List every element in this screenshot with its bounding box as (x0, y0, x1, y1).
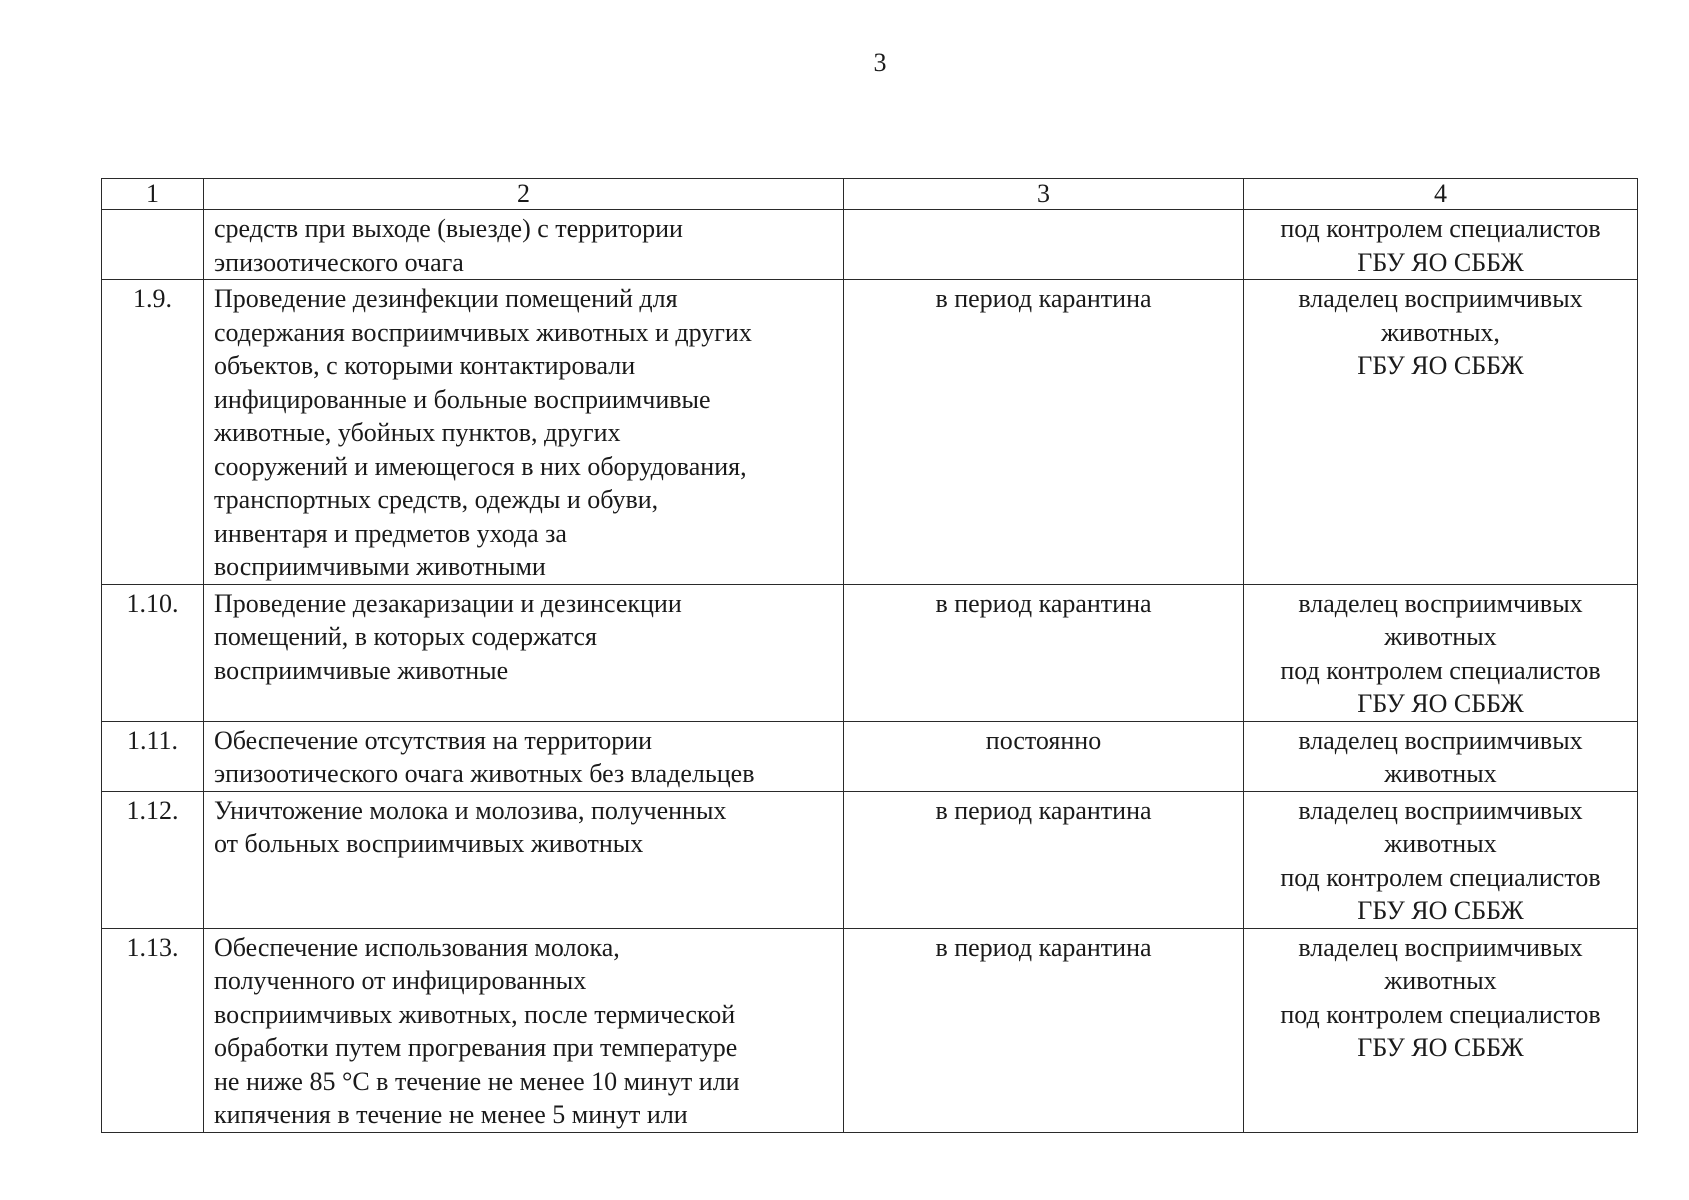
responsible-cell (1244, 721, 1638, 791)
description-line: восприимчивые животные (214, 655, 509, 685)
header-cell-2: 2 (204, 179, 844, 210)
description-line: восприимчивыми животными (214, 552, 546, 581)
period-cell: постоянно (844, 721, 1244, 791)
table-row (102, 721, 1638, 791)
table-row (102, 584, 1638, 721)
period-cell: в период карантина (844, 791, 1244, 928)
responsible-line: ГБУ ЯО СББЖ (1357, 896, 1524, 925)
row-number-cell: 1.12. (102, 791, 204, 928)
description-line: транспортных средств, одежды и обуви, (214, 485, 659, 514)
measure-description-cell (204, 280, 844, 585)
description-line: эпизоотического очага животных без владельцев (214, 759, 755, 788)
measure-description-cell (204, 791, 844, 928)
description-line: Проведение дезакаризации и дезинсекции (214, 588, 682, 618)
measure-description-cell (204, 584, 844, 721)
table-header-row (102, 179, 1638, 210)
description-line: полученного от инфицированных (214, 966, 587, 995)
measure-description-cell (204, 721, 844, 791)
description-line: Обеспечение отсутствия на территории (214, 725, 653, 755)
description-line: обработки путем прогревания при температуре (214, 1033, 738, 1062)
responsible-line: владелец восприимчивых (1298, 932, 1583, 962)
responsible-line: под контролем специалистов (1280, 655, 1601, 685)
table-row (102, 928, 1638, 1132)
measures-table (101, 178, 1638, 1133)
description-line: животные, убойных пунктов, других (214, 418, 621, 447)
responsible-line: животных, (1381, 317, 1500, 347)
responsible-line: ГБУ ЯО СББЖ (1357, 689, 1524, 718)
responsible-cell (1244, 280, 1638, 585)
responsible-line: владелец восприимчивых (1298, 725, 1583, 755)
responsible-line: под контролем специалистов (1280, 862, 1601, 892)
description-line: сооружений и имеющегося в них оборудования, (214, 451, 747, 481)
description-line: не ниже 85 °С в течение не менее 10 минут или (214, 1066, 740, 1096)
row-number-cell (102, 210, 204, 280)
description-line: содержания восприимчивых животных и других (214, 317, 752, 347)
responsible-cell (1244, 584, 1638, 721)
header-cell-4: 4 (1244, 179, 1638, 210)
responsible-cell (1244, 210, 1638, 280)
description-line: инфицированные и больные восприимчивые (214, 384, 711, 414)
responsible-line: животных (1384, 759, 1497, 788)
description-line: объектов, с которыми контактировали (214, 351, 636, 380)
responsible-line: ГБУ ЯО СББЖ (1357, 247, 1524, 277)
row-number-cell: 1.10. (102, 584, 204, 721)
period-cell: в период карантина (844, 584, 1244, 721)
period-cell: в период карантина (844, 928, 1244, 1132)
responsible-line: владелец восприимчивых (1298, 588, 1583, 618)
description-line: эпизоотического очага (214, 247, 464, 277)
table-row (102, 210, 1638, 280)
page-number: 3 (873, 48, 887, 77)
row-number-cell: 1.13. (102, 928, 204, 1132)
table-row (102, 280, 1638, 585)
description-line: инвентаря и предметов ухода за (214, 518, 567, 548)
description-line: кипячения в течение не менее 5 минут или (214, 1100, 688, 1129)
responsible-line: животных (1384, 622, 1497, 651)
description-line: от больных восприимчивых животных (214, 829, 644, 858)
responsible-line: животных (1384, 829, 1497, 858)
header-cell-1: 1 (102, 179, 204, 210)
responsible-line: животных (1384, 966, 1497, 995)
period-cell (844, 210, 1244, 280)
responsible-line: под контролем специалистов (1280, 214, 1601, 243)
responsible-line: владелец восприимчивых (1298, 795, 1583, 825)
table-row (102, 791, 1638, 928)
row-number-cell: 1.9. (102, 280, 204, 585)
description-line: средств при выходе (выезде) с территории (214, 214, 683, 243)
description-line: Уничтожение молока и молозива, полученных (214, 795, 727, 825)
responsible-line: под контролем специалистов (1280, 999, 1601, 1029)
period-cell: в период карантина (844, 280, 1244, 585)
description-line: Проведение дезинфекции помещений для (214, 284, 678, 313)
responsible-line: ГБУ ЯО СББЖ (1357, 1033, 1524, 1062)
responsible-line: владелец восприимчивых (1298, 284, 1583, 313)
description-line: Обеспечение использования молока, (214, 932, 620, 962)
header-cell-3: 3 (844, 179, 1244, 210)
responsible-cell (1244, 928, 1638, 1132)
measure-description-cell (204, 210, 844, 280)
description-line: помещений, в которых содержатся (214, 622, 598, 651)
row-number-cell: 1.11. (102, 721, 204, 791)
description-line: восприимчивых животных, после термической (214, 999, 736, 1029)
measure-description-cell (204, 928, 844, 1132)
responsible-line: ГБУ ЯО СББЖ (1357, 351, 1524, 380)
responsible-cell (1244, 791, 1638, 928)
